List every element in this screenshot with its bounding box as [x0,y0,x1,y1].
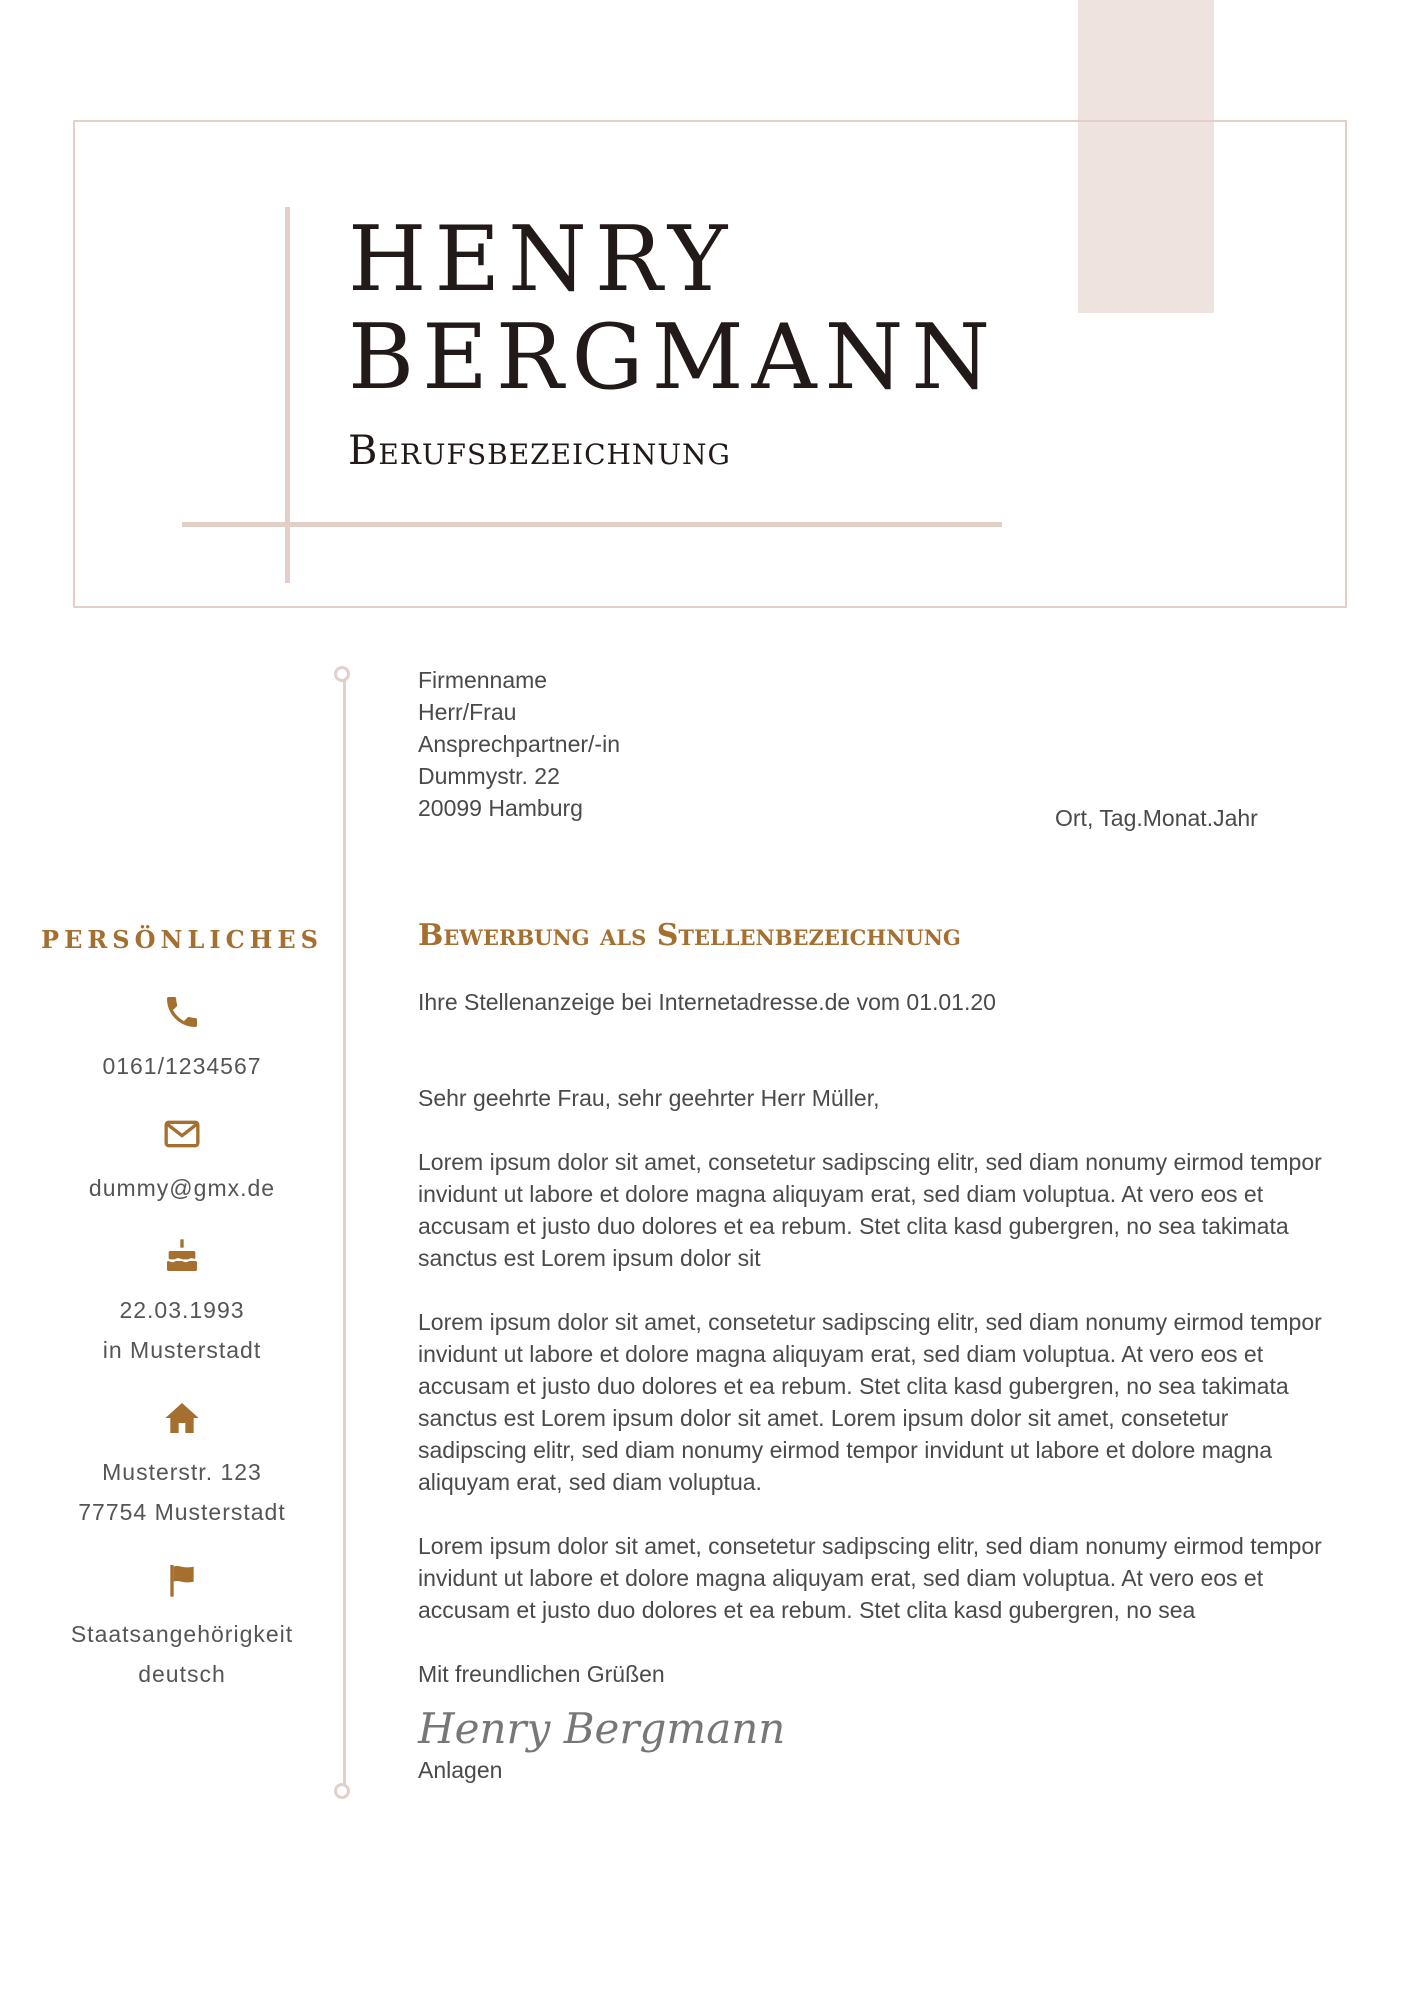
spacer [418,1018,1338,1050]
recipient-street: Dummystr. 22 [418,763,560,789]
spacer [418,1274,1338,1306]
paragraph-3: Lorem ipsum dolor sit amet, consetetur sadipscing elitr, sed diam nonumy eirmod tempor invidunt ut labore et dolore magna aliquyam erat, sed diam voluptua. At vero eos et accusam et justo duo dolores et ea rebum. Stet clita kasd gubergren, no sea [418,1533,1322,1623]
recipient-salutation: Herr/Frau [418,699,517,725]
greeting: Sehr geehrte Frau, sehr geehrter Herr Müller, [418,1085,880,1111]
signature: Henry Bergmann [418,1704,786,1753]
recipient-company: Firmenname [418,667,548,693]
birth-date: 22.03.1993 [119,1297,245,1323]
letter-body [418,986,1338,1786]
phone-icon [162,992,202,1032]
last-name: BERGMANN [348,305,999,410]
phone-block [40,992,324,1086]
first-name: HENRY [348,207,736,312]
address-city: 77754 Musterstadt [78,1499,286,1525]
home-icon [162,1398,202,1438]
timeline-line [343,680,346,1790]
job-title: Berufsbezeichnung [348,428,731,474]
timeline-dot-bottom [334,1783,350,1799]
recipient-city: 20099 Hamburg [418,795,583,821]
recipient-address [418,664,1338,824]
flag-icon [162,1560,202,1600]
paragraph-1: Lorem ipsum dolor sit amet, consetetur sadipscing elitr, sed diam nonumy eirmod tempor invidunt ut labore et dolore magna aliquyam erat, sed diam voluptua. At vero eos et accusam et justo duo dolores et ea rebum. Stet clita kasd gubergren, no sea takimata sanctus est Lorem ipsum dolor sit [418,1149,1322,1271]
phone-number: 0161/1234567 [102,1053,262,1079]
email-block [40,1114,324,1208]
closing: Mit freundlichen Grüßen [418,1661,665,1687]
address-street: Musterstr. 123 [102,1459,262,1485]
spacer [418,1626,1338,1658]
birth-place: in Musterstadt [102,1337,262,1363]
nationality-block [40,1560,324,1694]
personal-info-sidebar [40,925,324,1722]
nationality-label: Staatsangehörigkeit [70,1621,294,1647]
timeline-dot-top [334,666,350,682]
sidebar-title: PERSÖNLICHES [41,925,323,954]
recipient-contact: Ansprechpartner/-in [418,731,620,757]
paragraph-2: Lorem ipsum dolor sit amet, consetetur sadipscing elitr, sed diam nonumy eirmod tempor invidunt ut labore et dolore magna aliquyam erat, sed diam voluptua. At vero eos et accusam et justo duo dolores et ea rebum. Stet clita kasd gubergren, no sea takimata sanctus est Lorem ipsum dolor sit amet. Lorem ipsum dolor sit amet, consetetur sadipscing elitr, sed diam nonumy eirmod tempor invidunt ut labore et dolore magna aliquyam erat, sed diam voluptua. [418,1309,1322,1495]
letter-subject: Bewerbung als Stellenbezeichnung [418,918,961,953]
enclosures: Anlagen [418,1757,503,1783]
spacer [418,1050,1338,1082]
reference-line: Ihre Stellenanzeige bei Internetadresse.de vom 01.01.20 [418,989,996,1015]
mail-icon [162,1114,202,1154]
spacer [418,1498,1338,1530]
letter-date: Ort, Tag.Monat.Jahr [1055,805,1258,831]
horizontal-accent-line [182,522,1002,527]
nationality-value: deutsch [138,1661,226,1687]
email-address: dummy@gmx.de [88,1175,276,1201]
birth-block [40,1236,324,1370]
birthday-cake-icon [162,1236,202,1276]
spacer [418,1114,1338,1146]
address-block [40,1398,324,1532]
